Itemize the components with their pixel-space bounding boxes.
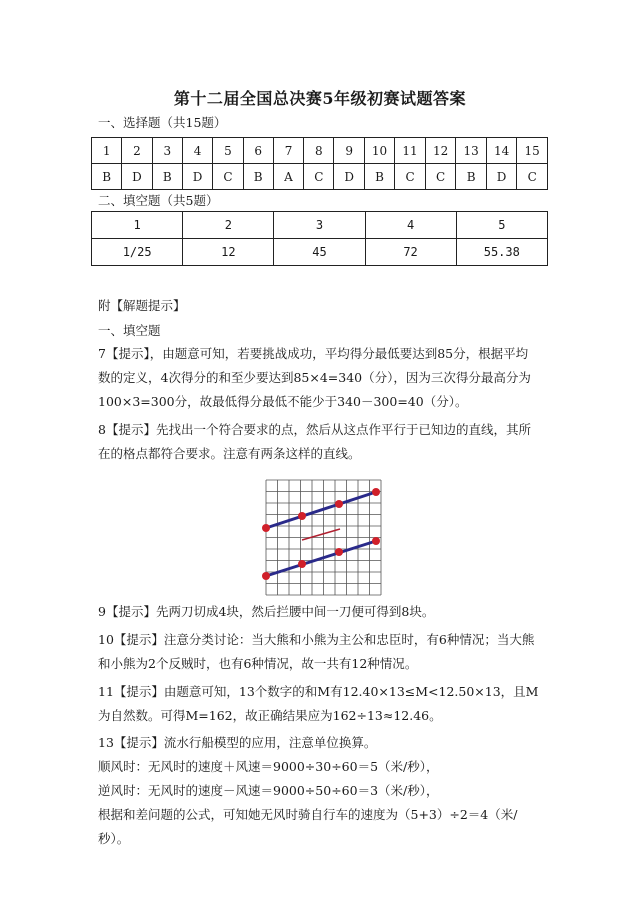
answer-cell: B	[152, 164, 182, 190]
hint-10-line: 10【提示】注意分类讨论：当大熊和小熊为主公和忠臣时，有6种情况；当大熊	[98, 632, 535, 647]
table-row	[92, 212, 548, 239]
answer-cell: C	[425, 164, 456, 190]
question-number-cell: 5	[456, 212, 547, 239]
answer-cell: D	[122, 164, 152, 190]
hint-9-line: 9【提示】先两刀切成4块，然后拦腰中间一刀便可得到8块。	[98, 604, 435, 619]
lattice-point-dot	[335, 500, 343, 508]
answer-cell: A	[273, 164, 303, 190]
answer-cell: B	[92, 164, 122, 190]
question-number-cell: 14	[486, 138, 517, 164]
hint-9	[98, 600, 548, 624]
answer-cell: 55.38	[456, 239, 547, 266]
answer-cell: B	[456, 164, 487, 190]
answer-cell: B	[243, 164, 273, 190]
question-number-cell: 1	[92, 212, 183, 239]
answer-cell: C	[517, 164, 548, 190]
hint-11	[98, 680, 548, 728]
given-segment	[302, 529, 340, 540]
answer-cell: 72	[365, 239, 456, 266]
hint-10-line: 和小熊为2个反贼时，也有6种情况，故一共有12种情况。	[98, 656, 418, 671]
answer-cell: 12	[183, 239, 274, 266]
fill-blank-answer-table	[91, 211, 548, 266]
question-number-cell: 15	[517, 138, 548, 164]
table-row	[92, 138, 548, 164]
answer-cell: D	[334, 164, 364, 190]
lattice-point-dot	[298, 560, 306, 568]
hint-11-line: 为自然数。可得M=162，故正确结果应为162÷13≈12.46。	[98, 708, 442, 723]
question-number-cell: 8	[304, 138, 334, 164]
answer-cell: C	[304, 164, 334, 190]
hint-13	[98, 731, 548, 851]
hint-8	[98, 418, 548, 466]
lattice-point-dot	[262, 572, 270, 580]
answer-cell: C	[395, 164, 426, 190]
hint-7-line: 数的定义，4次得分的和至少要达到85×4=340（分），因为三次得分最高分为	[98, 370, 531, 385]
lattice-point-dot	[298, 512, 306, 520]
question-number-cell: 6	[243, 138, 273, 164]
question-number-cell: 13	[456, 138, 487, 164]
hint-13-line: 逆风时：无风时的速度－风速＝9000÷50÷60＝3（米/秒），	[98, 783, 439, 798]
hint-7-line: 7【提示】，由题意可知，若要挑战成功，平均得分最低要达到85分，根据平均	[98, 346, 529, 361]
lattice-point-dot	[335, 548, 343, 556]
question-number-cell: 2	[122, 138, 152, 164]
hint-13-line: 13【提示】流水行船模型的应用，注意单位换算。	[98, 735, 377, 750]
multiple-choice-answer-table	[91, 137, 548, 190]
question-number-cell: 1	[92, 138, 122, 164]
lattice-point-dot	[372, 488, 380, 496]
question-number-cell: 7	[273, 138, 303, 164]
answer-cell: D	[486, 164, 517, 190]
hint-10	[98, 628, 548, 676]
question-number-cell: 12	[425, 138, 456, 164]
table-row	[92, 239, 548, 266]
lattice-grid-figure	[262, 478, 386, 596]
question-number-cell: 10	[364, 138, 395, 164]
hint-13-line: 根据和差问题的公式，可知她无风时骑自行车的速度为（5+3）÷2＝4（米/秒）。	[98, 807, 518, 846]
hint-13-line: 顺风时：无风时的速度＋风速＝9000÷30÷60＝5（米/秒），	[98, 759, 439, 774]
hint-8-line: 8【提示】先找出一个符合要求的点，然后从这点作平行于已知边的直线，其所	[98, 422, 531, 437]
appendix-subheading: 一、填空题	[98, 323, 161, 338]
hint-8-line: 在的格点都符合要求。注意有两条这样的直线。	[98, 446, 361, 461]
question-number-cell: 2	[183, 212, 274, 239]
question-number-cell: 11	[395, 138, 426, 164]
hint-7	[98, 342, 548, 414]
parallel-line-lower	[266, 541, 376, 576]
hint-7-line: 100×3=300分，故最低得分最低不能少于340－300=40（分）。	[98, 394, 468, 409]
question-number-cell: 3	[152, 138, 182, 164]
hint-11-line: 11【提示】由题意可知，13个数字的和M有12.40×13≤M<12.50×13，且M	[98, 684, 539, 699]
answer-cell: 1/25	[92, 239, 183, 266]
question-number-cell: 4	[182, 138, 212, 164]
section2-heading: 二、填空题（共5题）	[98, 193, 219, 208]
answer-cell: 45	[274, 239, 365, 266]
answer-cell: D	[182, 164, 212, 190]
question-number-cell: 3	[274, 212, 365, 239]
question-number-cell: 9	[334, 138, 364, 164]
parallel-line-upper	[266, 492, 376, 528]
answer-cell: C	[213, 164, 243, 190]
question-number-cell: 4	[365, 212, 456, 239]
table-row	[92, 164, 548, 190]
question-number-cell: 5	[213, 138, 243, 164]
page-title: 第十二届全国总决赛5年级初赛试题答案	[173, 89, 467, 108]
section1-heading: 一、选择题（共15题）	[98, 115, 227, 130]
lattice-point-dot	[372, 537, 380, 545]
appendix-heading: 附【解题提示】	[98, 298, 186, 313]
lattice-point-dot	[262, 524, 270, 532]
answer-cell: B	[364, 164, 395, 190]
